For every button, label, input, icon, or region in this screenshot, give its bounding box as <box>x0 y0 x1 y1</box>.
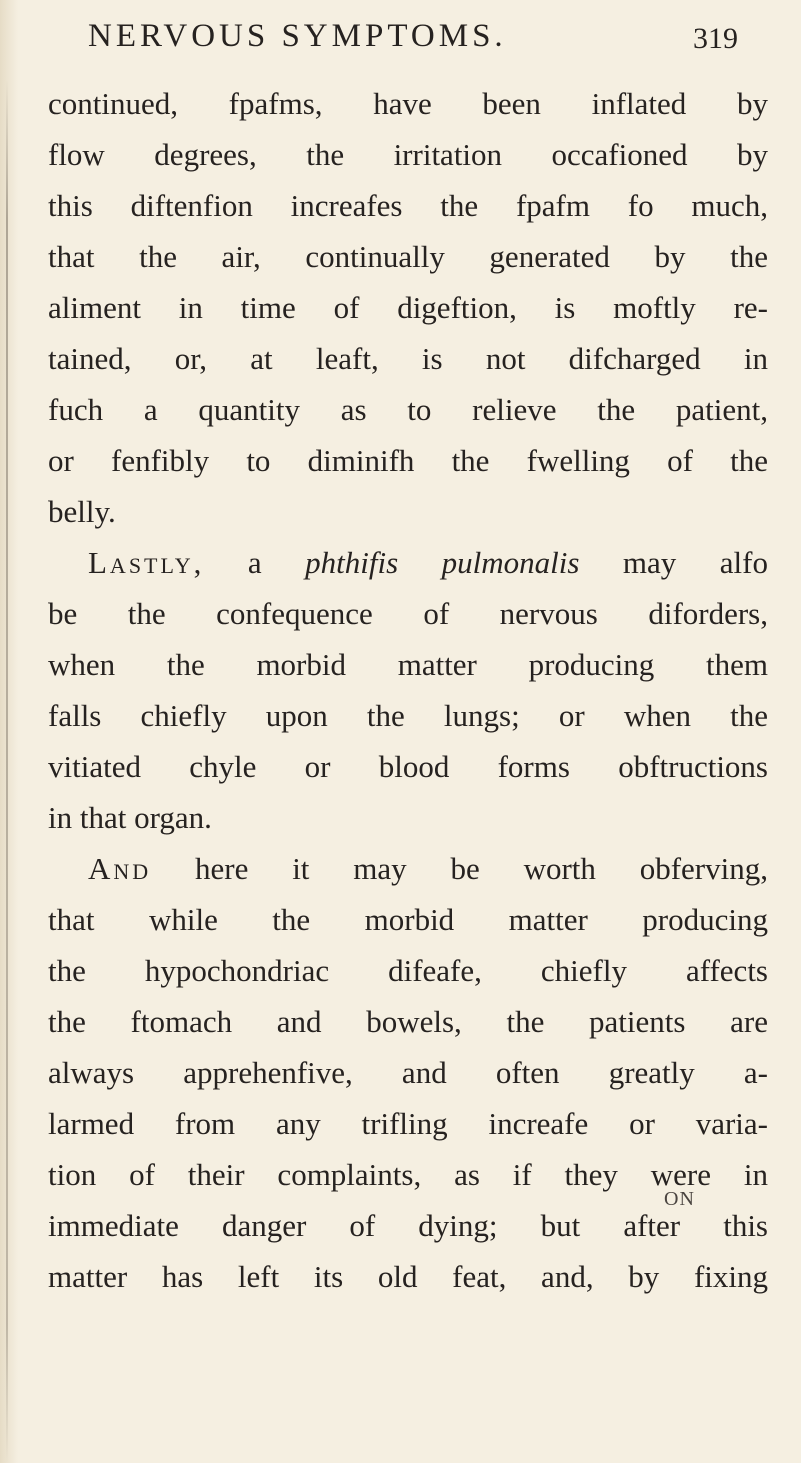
text-run: here it may be worth obferving, <box>151 851 768 886</box>
gutter-line <box>6 80 8 1463</box>
text-line: or fenfibly to diminifh the fwelling of the <box>48 443 768 478</box>
text-line: in that organ. <box>48 800 212 835</box>
text-line: flow degrees, the irritation occafioned by <box>48 137 768 172</box>
gutter-shadow <box>0 0 18 1463</box>
text-line: be the confequence of nervous diforders, <box>48 596 768 631</box>
paragraph-start-lastly <box>48 537 768 588</box>
lead-word: Lastly, <box>88 545 205 580</box>
text-line: that the air, continually generated by the <box>48 239 768 274</box>
text-run: may alfo <box>579 545 768 580</box>
text-run: a <box>204 545 306 580</box>
text-line: the hypochondriac difeafe, chiefly affects <box>48 953 768 988</box>
text-line: that while the morbid matter producing <box>48 902 768 937</box>
running-head-title: NERVOUS SYMPTOMS. <box>88 18 507 54</box>
italic-term: phthifis pulmonalis <box>305 545 580 580</box>
lead-word: And <box>88 851 152 886</box>
text-line: matter has left its old feat, and, by fixing <box>48 1259 768 1294</box>
paragraph-start-and <box>48 843 768 894</box>
text-line: when the morbid matter producing them <box>48 647 768 682</box>
text-line: falls chiefly upon the lungs; or when the <box>48 698 768 733</box>
catchword: ON <box>664 1188 695 1210</box>
text-line: aliment in time of digeftion, is moftly re- <box>48 290 768 325</box>
text-line: tion of their complaints, as if they were in <box>48 1157 768 1192</box>
text-line: fuch a quantity as to relieve the patient, <box>48 392 768 427</box>
text-line: this diftenfion increafes the fpafm fo much, <box>48 188 768 223</box>
text-line: immediate danger of dying; but after this <box>48 1208 768 1243</box>
text-line: vitiated chyle or blood forms obftructions <box>48 749 768 784</box>
text-line: the ftomach and bowels, the patients are <box>48 1004 768 1039</box>
text-line: always apprehenfive, and often greatly a- <box>48 1055 768 1090</box>
text-line: tained, or, at leaft, is not difcharged in <box>48 341 768 376</box>
page-number: 319 <box>693 22 738 55</box>
running-head <box>88 18 738 72</box>
text-line: belly. <box>48 494 116 529</box>
text-line: larmed from any trifling increafe or varia- <box>48 1106 768 1141</box>
body-text <box>48 78 768 1302</box>
text-line: continued, fpafms, have been inflated by <box>48 86 768 121</box>
